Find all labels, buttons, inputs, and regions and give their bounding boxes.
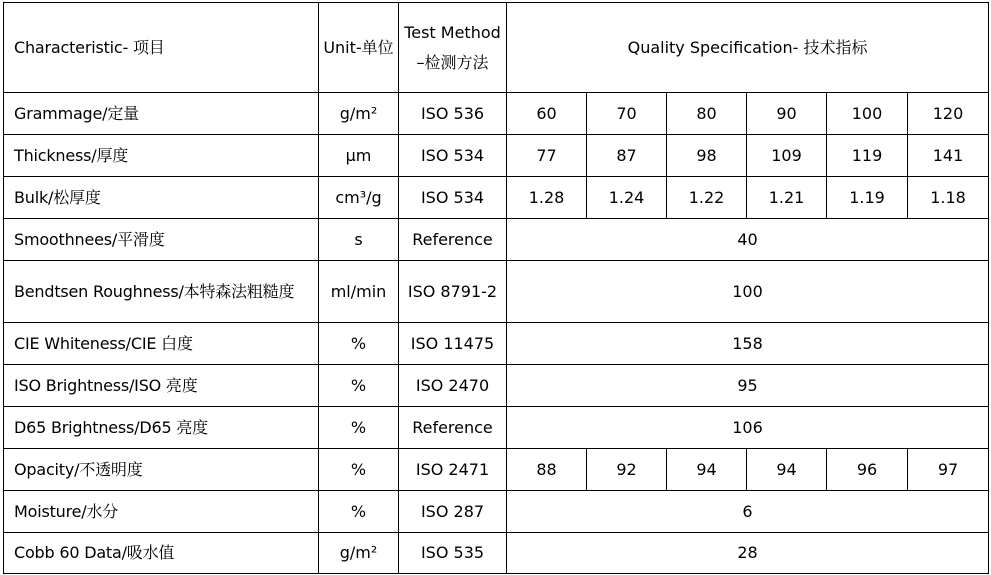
- row-test-method: ISO 534: [399, 135, 507, 177]
- row-value: 119: [827, 135, 908, 177]
- row-test-method: ISO 535: [399, 533, 507, 574]
- header-test-method: Test Method –检测方法: [399, 3, 507, 93]
- row-test-method: Reference: [399, 407, 507, 449]
- row-test-method: ISO 2470: [399, 365, 507, 407]
- row-value: 88: [507, 449, 587, 491]
- table-row: [4, 261, 989, 323]
- row-value: 98: [667, 135, 747, 177]
- row-value: 96: [827, 449, 908, 491]
- row-value: 1.18: [908, 177, 989, 219]
- table-row: [4, 135, 989, 177]
- header-quality-specification: Quality Specification- 技术指标: [507, 3, 989, 93]
- row-value: 94: [747, 449, 827, 491]
- row-test-method: ISO 534: [399, 177, 507, 219]
- row-value: 40: [507, 219, 989, 261]
- row-unit: g/m²: [319, 93, 399, 135]
- row-value: 28: [507, 533, 989, 574]
- row-value: 158: [507, 323, 989, 365]
- table-row: [4, 323, 989, 365]
- row-value: 87: [587, 135, 667, 177]
- row-characteristic: ISO Brightness/ISO 亮度: [4, 365, 319, 407]
- row-value: 1.22: [667, 177, 747, 219]
- row-unit: %: [319, 323, 399, 365]
- row-value: 80: [667, 93, 747, 135]
- row-characteristic: D65 Brightness/D65 亮度: [4, 407, 319, 449]
- row-unit: s: [319, 219, 399, 261]
- row-value: 1.28: [507, 177, 587, 219]
- row-value: 106: [507, 407, 989, 449]
- row-value: 1.24: [587, 177, 667, 219]
- table-row: [4, 365, 989, 407]
- row-unit: ml/min: [319, 261, 399, 323]
- row-test-method: ISO 536: [399, 93, 507, 135]
- row-unit: g/m²: [319, 533, 399, 574]
- row-value: 77: [507, 135, 587, 177]
- row-value: 1.19: [827, 177, 908, 219]
- row-value: 95: [507, 365, 989, 407]
- quality-specification-table: [3, 2, 989, 574]
- row-characteristic: Cobb 60 Data/吸水值: [4, 533, 319, 574]
- table-header-row: [4, 3, 989, 93]
- row-unit: %: [319, 365, 399, 407]
- row-value: 92: [587, 449, 667, 491]
- row-characteristic: Bulk/松厚度: [4, 177, 319, 219]
- header-characteristic: Characteristic- 项目: [4, 3, 319, 93]
- row-unit: cm³/g: [319, 177, 399, 219]
- row-value: 90: [747, 93, 827, 135]
- row-characteristic: Moisture/水分: [4, 491, 319, 533]
- row-characteristic: Opacity/不透明度: [4, 449, 319, 491]
- row-test-method: Reference: [399, 219, 507, 261]
- row-value: 70: [587, 93, 667, 135]
- row-characteristic: Smoothnees/平滑度: [4, 219, 319, 261]
- row-value: 109: [747, 135, 827, 177]
- row-unit: %: [319, 491, 399, 533]
- header-unit: Unit-单位: [319, 3, 399, 93]
- row-unit: µm: [319, 135, 399, 177]
- row-value: 60: [507, 93, 587, 135]
- table-row: [4, 491, 989, 533]
- row-test-method: ISO 287: [399, 491, 507, 533]
- row-test-method: ISO 8791-2: [399, 261, 507, 323]
- row-test-method: ISO 11475: [399, 323, 507, 365]
- row-value: 97: [908, 449, 989, 491]
- row-test-method: ISO 2471: [399, 449, 507, 491]
- row-value: 141: [908, 135, 989, 177]
- row-value: 100: [827, 93, 908, 135]
- row-characteristic: Grammage/定量: [4, 93, 319, 135]
- row-value: 1.21: [747, 177, 827, 219]
- table-row: [4, 533, 989, 574]
- table-row: [4, 93, 989, 135]
- row-characteristic: CIE Whiteness/CIE 白度: [4, 323, 319, 365]
- table-row: [4, 177, 989, 219]
- row-value: 6: [507, 491, 989, 533]
- row-value: 100: [507, 261, 989, 323]
- row-characteristic: Thickness/厚度: [4, 135, 319, 177]
- row-unit: %: [319, 449, 399, 491]
- row-characteristic: Bendtsen Roughness/本特森法粗糙度: [4, 261, 319, 323]
- table-row: [4, 449, 989, 491]
- table-row: [4, 407, 989, 449]
- table-row: [4, 219, 989, 261]
- row-unit: %: [319, 407, 399, 449]
- row-value: 94: [667, 449, 747, 491]
- row-value: 120: [908, 93, 989, 135]
